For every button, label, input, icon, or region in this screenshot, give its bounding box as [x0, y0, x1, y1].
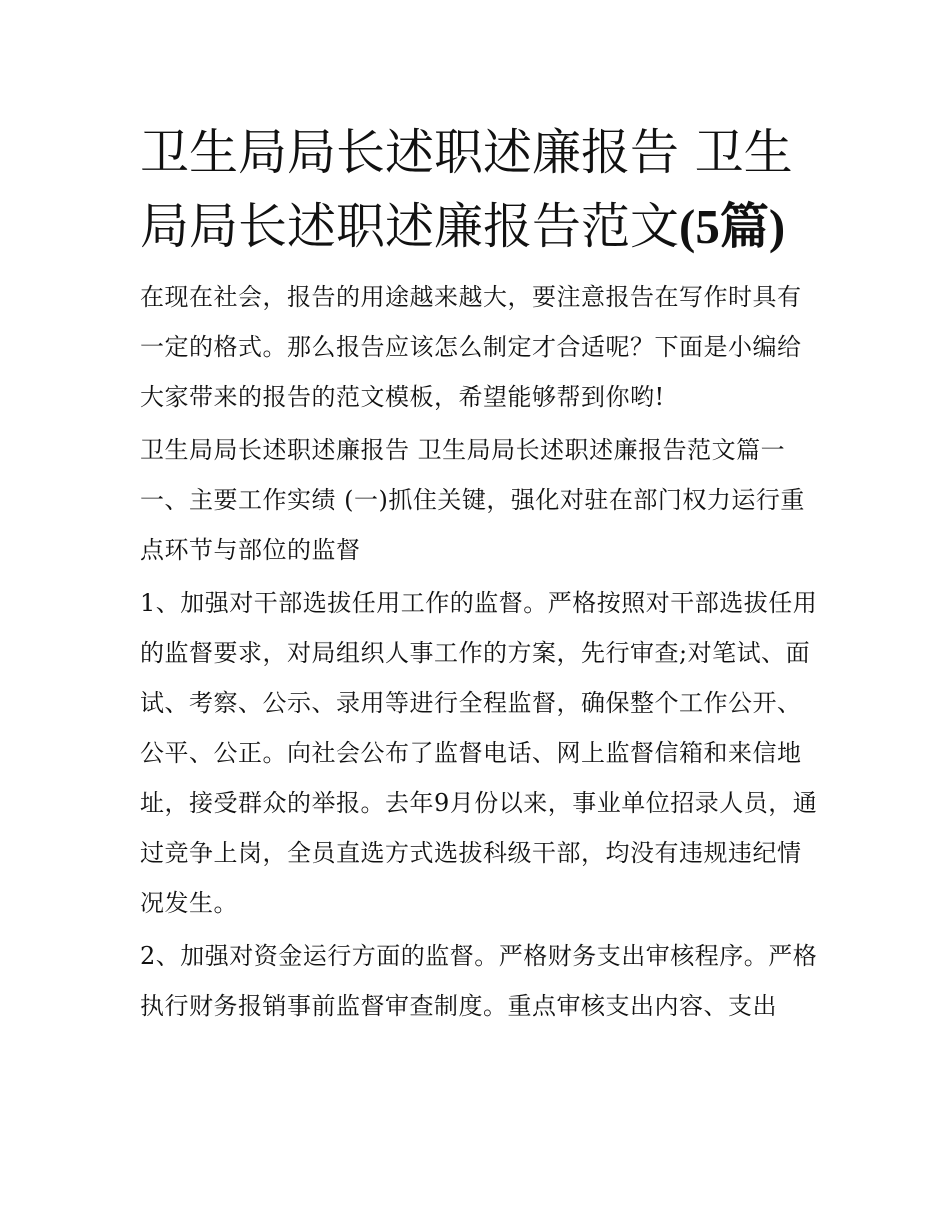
title-tail: (5篇): [679, 199, 786, 254]
document-title: [140, 116, 820, 264]
body-paragraph-1: 1、加强对干部选拔任用工作的监督。严格按照对干部选拔任用的监督要求，对局组织人事工作的方案，先行审查;对笔试、面试、考察、公示、录用等进行全程监督，确保整个工作公开、公平、公正。向社会公布了监督电话、网上监督信箱和来信地址，接受群众的举报。去年9月份以来，事业单位招录人员，通过竞争上岗，全员直选方式选拔科级干部，均没有违规违纪情况发生。: [140, 589, 818, 917]
intro-paragraph: 在现在社会，报告的用途越来越大，要注意报告在写作时具有一定的格式。那么报告应该怎么制定才合适呢？下面是小编给大家带来的报告的范文模板，希望能够帮到你哟!: [140, 283, 802, 411]
section-heading: 卫生局局长述职述廉报告 卫生局局长述职述廉报告范文篇一: [140, 436, 786, 464]
subsection-heading: 一、主要工作实绩 (一)抓住关键，强化对驻在部门权力运行重点环节与部位的监督: [140, 486, 805, 564]
body-paragraph-2: 2、加强对资金运行方面的监督。严格财务支出审核程序。严格执行财务报销事前监督审查制度。重点审核支出内容、支出: [140, 942, 818, 1020]
document-page: [140, 116, 820, 1034]
title-main: 卫生局局长述职述廉报告 卫生局局长述职述廉报告范文: [140, 124, 793, 255]
